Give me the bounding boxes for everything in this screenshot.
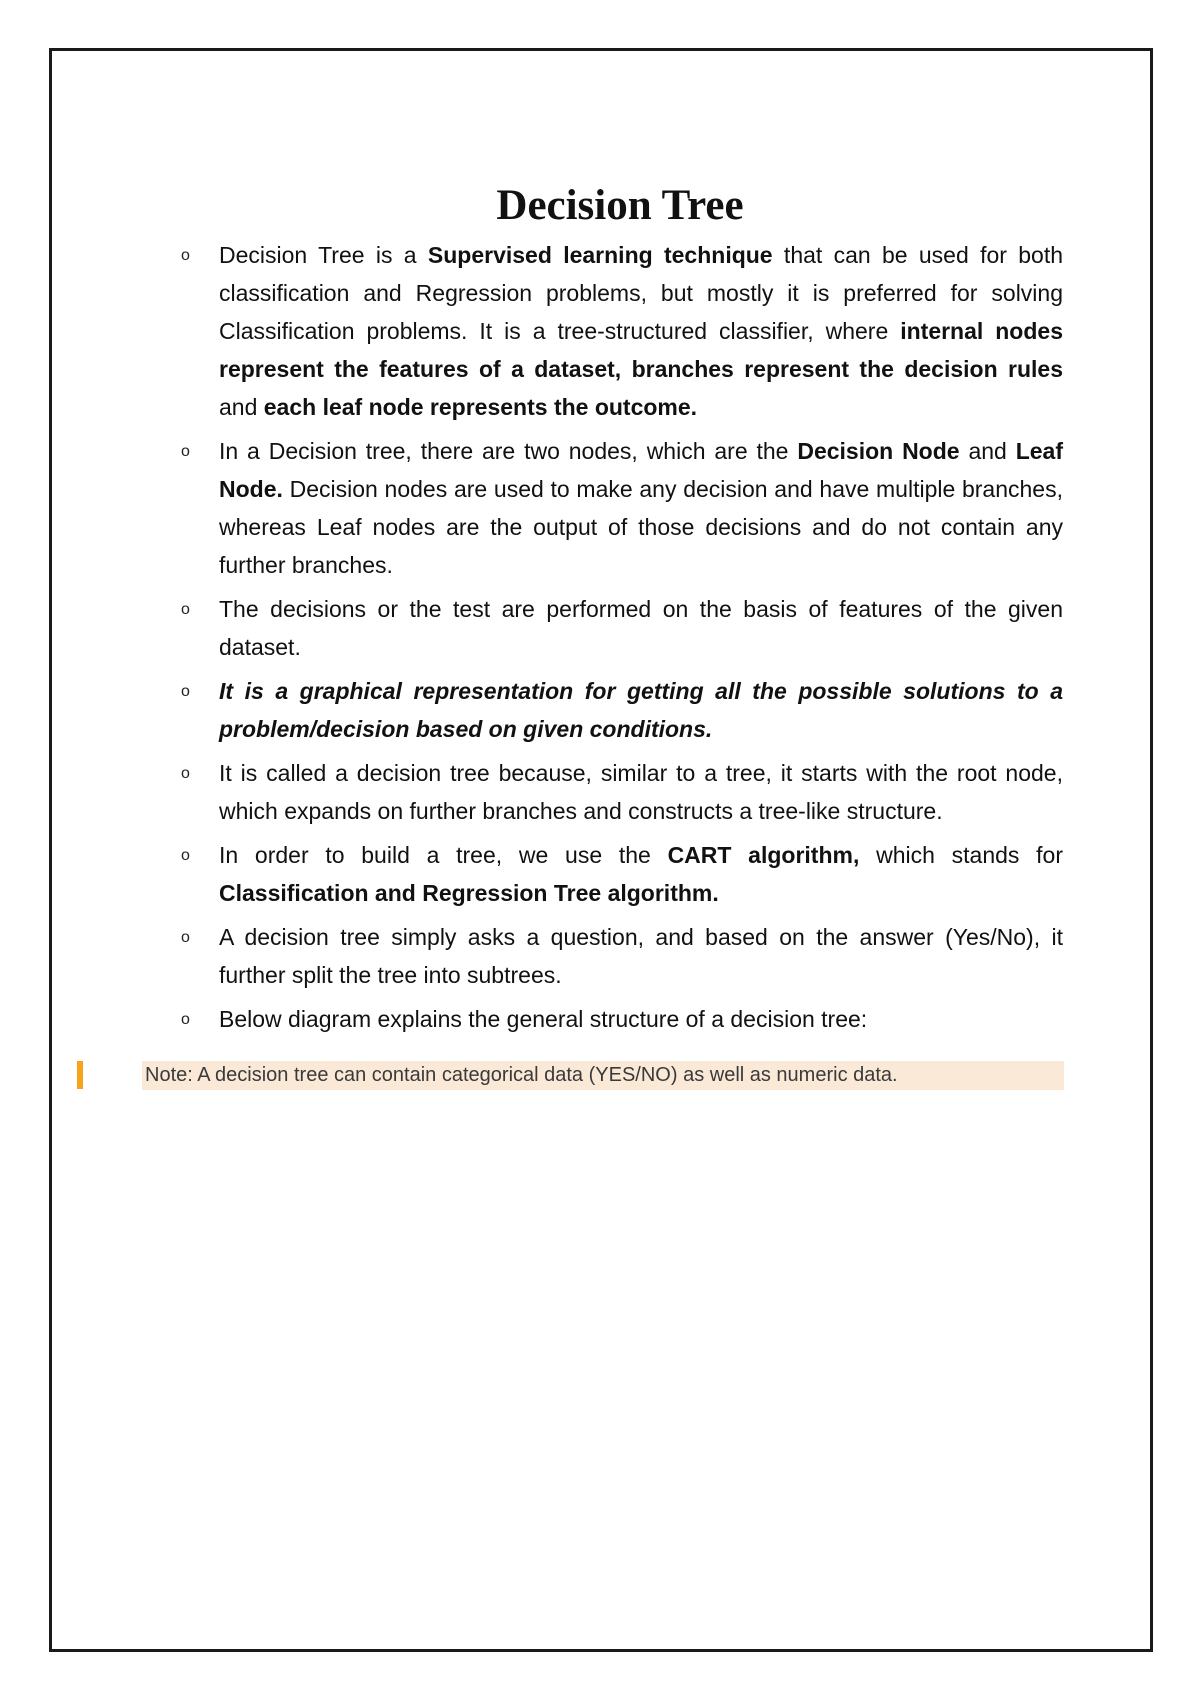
bullet-marker-icon: o bbox=[181, 847, 190, 864]
bullet-text-segment: which stands for bbox=[859, 842, 1063, 868]
bullet-text-segment: Supervised learning technique bbox=[427, 242, 773, 268]
bullet-item bbox=[181, 754, 1063, 830]
bullet-marker-icon: o bbox=[181, 929, 190, 946]
bullet-text-segment: and bbox=[219, 394, 264, 420]
bullet-item bbox=[181, 236, 1063, 426]
bullet-item bbox=[181, 672, 1063, 748]
bullet-item bbox=[181, 836, 1063, 912]
bullet-text-segment: Decision Node bbox=[797, 438, 960, 464]
bullet-text-segment: Below diagram explains the general structure of a decision tree: bbox=[219, 1006, 868, 1032]
bullet-item bbox=[181, 432, 1063, 584]
bullet-text-segment: and bbox=[959, 438, 1016, 464]
bullet-text-segment: that can be used for both classification and Regression problems, but mostly it is preferred for solving Classification problems. It is a tree-structured classifier, where bbox=[219, 242, 1063, 344]
bullet-text-segment: In a Decision tree, there are two nodes, which are the bbox=[219, 438, 798, 464]
bullet-item bbox=[181, 590, 1063, 666]
note-callout: Note: A decision tree can contain categorical data (YES/NO) as well as numeric data. bbox=[142, 1061, 1064, 1090]
bullet-marker-icon: o bbox=[181, 765, 190, 782]
bullet-text-segment: A decision tree simply asks a question, and based on the answer (Yes/No), it further split the tree into subtrees. bbox=[219, 924, 1063, 988]
bullet-text-segment: CART algorithm, bbox=[667, 842, 860, 868]
bullet-list bbox=[181, 236, 1063, 1044]
bullet-marker-icon: o bbox=[181, 1011, 190, 1028]
bullet-text-segment: It is a graphical representation for getting all the possible solutions to a problem/decision based on given conditions. bbox=[219, 678, 1063, 742]
bullet-marker-icon: o bbox=[181, 683, 190, 700]
bullet-marker-icon: o bbox=[181, 443, 190, 460]
bullet-marker-icon: o bbox=[181, 247, 190, 264]
page-title: Decision Tree bbox=[496, 181, 744, 229]
bullet-text-segment: Classification and Regression Tree algorithm. bbox=[219, 880, 719, 906]
bullet-text-segment: In order to build a tree, we use the bbox=[219, 842, 668, 868]
bullet-item bbox=[181, 1000, 1063, 1038]
bullet-text-segment: Decision Tree is a bbox=[219, 242, 428, 268]
bullet-marker-icon: o bbox=[181, 601, 190, 618]
bullet-text-segment: internal nodes represent the features of a dataset, branches represent the decision rules bbox=[219, 318, 1063, 382]
note-accent-bar bbox=[77, 1061, 83, 1089]
bullet-text-segment: The decisions or the test are performed on the basis of features of the given dataset. bbox=[219, 596, 1063, 660]
bullet-text-segment: It is called a decision tree because, similar to a tree, it starts with the root node, which expands on further branches and constructs a tree-like structure. bbox=[219, 760, 1063, 824]
bullet-item bbox=[181, 918, 1063, 994]
bullet-text-segment: Leaf Node. bbox=[219, 438, 1063, 502]
bullet-text-segment: each leaf node represents the outcome. bbox=[263, 394, 698, 420]
bullet-text-segment: Decision nodes are used to make any decision and have multiple branches, whereas Leaf nodes are the output of those decisions and do not contain any further branches. bbox=[219, 476, 1063, 578]
